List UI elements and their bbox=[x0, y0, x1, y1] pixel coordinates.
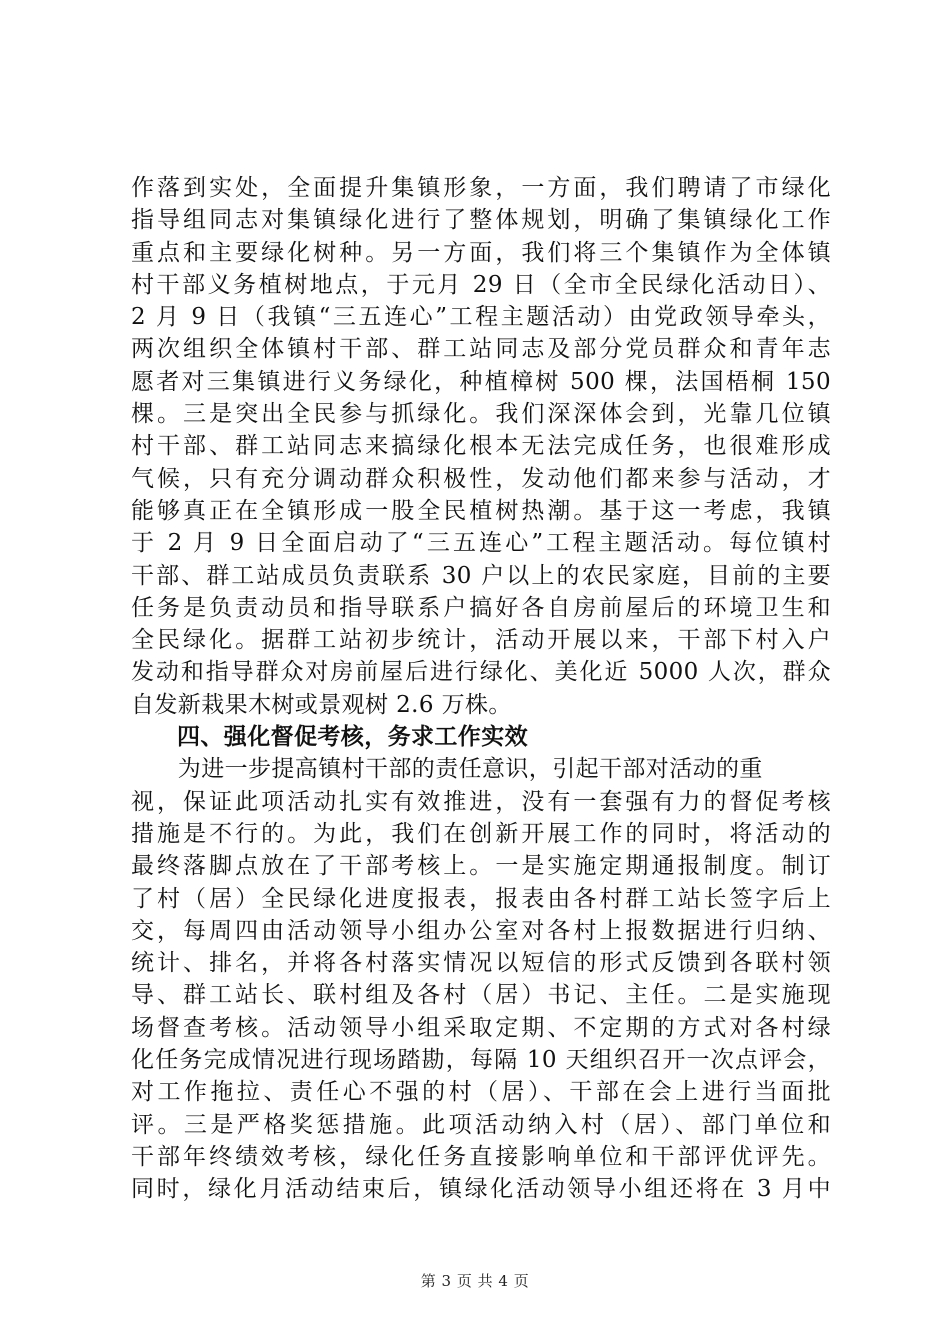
paragraph-1-line: 气候，只有充分调动群众积极性，发动他们都来参与活动，才 bbox=[131, 465, 831, 492]
paragraph-2-line: 视，保证此项活动扎实有效推进，没有一套强有力的督促考核 bbox=[131, 788, 831, 815]
paragraph-1-line: 棵。三是突出全民参与抓绿化。我们深深体会到，光靠几位镇 bbox=[131, 401, 831, 428]
paragraph-1-line: 愿者对三集镇进行义务绿化，种植樟树 500 棵，法国梧桐 150 bbox=[131, 368, 831, 395]
paragraph-2-line: 最终落脚点放在了干部考核上。一是实施定期通报制度。制订 bbox=[131, 853, 831, 880]
paragraph-2-line: 统计、排名，并将各村落实情况以短信的形式反馈到各联村领 bbox=[131, 950, 831, 977]
paragraph-2-line: 了村（居）全民绿化进度报表，报表由各村群工站长签字后上 bbox=[131, 885, 831, 912]
paragraph-2-line: 为进一步提高镇村干部的责任意识，引起干部对活动的重 bbox=[131, 756, 763, 783]
paragraph-2-line: 化任务完成情况进行现场踏勘，每隔 10 天组织召开一次点评会， bbox=[131, 1047, 831, 1074]
page-footer: 第 3 页 共 4 页 bbox=[420, 1272, 530, 1290]
paragraph-1-line: 于 2 月 9 日全面启动了“三五连心”工程主题活动。每位镇村 bbox=[131, 530, 831, 557]
paragraph-1-line: 能够真正在全镇形成一股全民植树热潮。基于这一考虑，我镇 bbox=[131, 497, 831, 524]
document-body bbox=[131, 172, 831, 1206]
paragraph-1-line: 村干部、群工站同志来搞绿化根本无法完成任务，也很难形成 bbox=[131, 433, 831, 460]
paragraph-1-line: 任务是负责动员和指导联系户搞好各自房前屋后的环境卫生和 bbox=[131, 594, 831, 621]
paragraph-1-line: 全民绿化。据群工站初步统计，活动开展以来，干部下村入户 bbox=[131, 627, 831, 654]
paragraph-1-line: 两次组织全体镇村干部、群工站同志及部分党员群众和青年志 bbox=[131, 336, 831, 363]
paragraph-1-line: 指导组同志对集镇绿化进行了整体规划，明确了集镇绿化工作 bbox=[131, 207, 831, 234]
paragraph-1-line: 干部、群工站成员负责联系 30 户以上的农民家庭，目前的主要 bbox=[131, 562, 831, 589]
paragraph-1-line: 自发新栽果木树或景观树 2.6 万株。 bbox=[131, 691, 512, 718]
paragraph-2-line: 对工作拖拉、责任心不强的村（居）、干部在会上进行当面批 bbox=[131, 1079, 831, 1106]
paragraph-2-line: 导、群工站长、联村组及各村（居）书记、主任。二是实施现 bbox=[131, 982, 831, 1009]
paragraph-1-line: 2 月 9 日（我镇“三五连心”工程主题活动）由党政领导牵头， bbox=[131, 304, 831, 331]
paragraph-2-line: 同时，绿化月活动结束后，镇绿化活动领导小组还将在 3 月中 bbox=[131, 1176, 831, 1203]
paragraph-2-line: 交，每周四由活动领导小组办公室对各村上报数据进行归纳、 bbox=[131, 917, 831, 944]
paragraph-2-line: 干部年终绩效考核，绿化任务直接影响单位和干部评优评先。 bbox=[131, 1143, 831, 1170]
paragraph-1-line: 作落到实处，全面提升集镇形象，一方面，我们聘请了市绿化 bbox=[131, 175, 831, 201]
section-heading: 四、强化督促考核，务求工作实效 bbox=[177, 724, 528, 751]
paragraph-1-line: 发动和指导群众对房前屋后进行绿化、美化近 5000 人次，群众 bbox=[131, 659, 831, 686]
paragraph-2-line: 场督查考核。活动领导小组采取定期、不定期的方式对各村绿 bbox=[131, 1014, 831, 1041]
paragraph-1-line: 重点和主要绿化树种。另一方面，我们将三个集镇作为全体镇 bbox=[131, 239, 831, 266]
paragraph-1-line: 村干部义务植树地点，于元月 29 日（全市全民绿化活动日）、 bbox=[131, 271, 831, 298]
paragraph-2-line: 措施是不行的。为此，我们在创新开展工作的同时，将活动的 bbox=[131, 820, 831, 847]
paragraph-2-line: 评。三是严格奖惩措施。此项活动纳入村（居）、部门单位和 bbox=[131, 1111, 831, 1138]
